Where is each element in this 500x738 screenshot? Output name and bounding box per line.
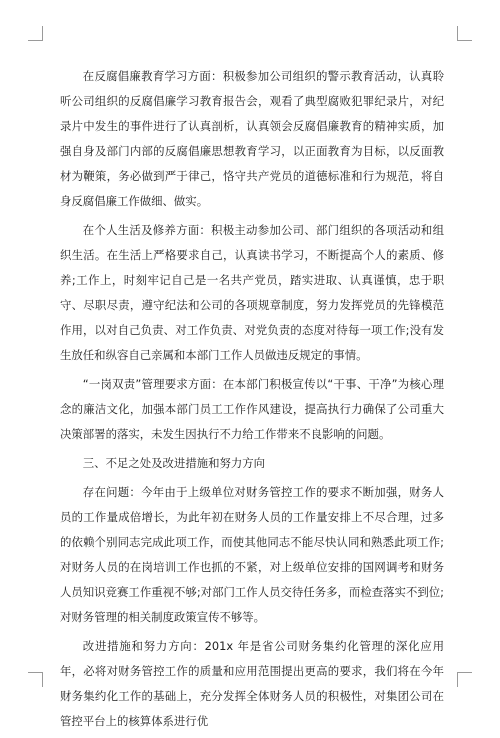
crop-mark-top-left — [28, 26, 43, 41]
paragraph-existing-problems: 存在问题：今年由于上级单位对财务管控工作的要求不断加强，财务人员的工作量成倍增长，为此年初在财务人员的工作量安排上不尽合理，过多的依赖个别同志完成此项工作，而使其他同志不能尽快认同和熟悉此项工作;对财务人员的在岗培训工作也抓的不紧，对上级单位安排的国网调考和财务人员知识竞赛工作重视不够;对部门工作人员交待任务多，而检查落实不到位;对财务管理的相关制度政策宣传不够等。 — [60, 485, 444, 624]
document-body — [60, 64, 444, 738]
section-heading-shortcomings: 三、不足之处及改进措施和努力方向 — [82, 456, 266, 470]
paragraph-personal-life: 在个人生活及修养方面：积极主动参加公司、部门组织的各项活动和组织生活。在生活上严格要求自己，认真读书学习，不断提高个人的素质、修养;工作上，时刻牢记自己是一名共产党员，踏实进取、认真谨慎，忠于职守、尽职尽责，遵守纪法和公司的各项规章制度，努力发挥党员的先锋模范作用，以对自己负责、对工作负责、对党负责的态度对待每一项工作;没有发生放任和纵容自己亲属和本部门工作人员做违反规定的事情。 — [60, 223, 444, 362]
paragraph-improvement-measures: 改进措施和努力方向：201x 年是省公司财务集约化管理的深化应用年，必将对财务管控工作的质量和应用范围提出更高的要求，我们将在今年财务集约化工作的基础上，充分发挥全体财务人员的积极性，对集团公司在管控平台上的核算体系进行优 — [60, 639, 444, 728]
crop-mark-bottom-right — [457, 672, 472, 687]
crop-mark-top-right — [457, 26, 472, 41]
crop-mark-bottom-left — [28, 672, 43, 687]
paragraph-one-post-two-duties: “一岗双责”管理要求方面：在本部门积极宣传以“干事、干净”为核心理念的廉洁文化，加强本部门员工工作作风建设，提高执行力确保了公司重大决策部署的落实，未发生因执行不力给工作带来不良影响的问题。 — [60, 377, 444, 441]
paragraph-anti-corruption-education: 在反腐倡廉教育学习方面：积极参加公司组织的警示教育活动，认真聆听公司组织的反腐倡廉学习教育报告会，观看了典型腐败犯罪纪录片，对纪录片中发生的事件进行了认真剖析，认真领会反腐倡廉教育的精神实质，加强自身及部门内部的反腐倡廉思想教育学习，以正面教育为目标，以反面教材为鞭策，务必做到严于律己，恪守共产党员的道德标准和行为规范，将自身反腐倡廉工作做细、做实。 — [60, 69, 444, 208]
